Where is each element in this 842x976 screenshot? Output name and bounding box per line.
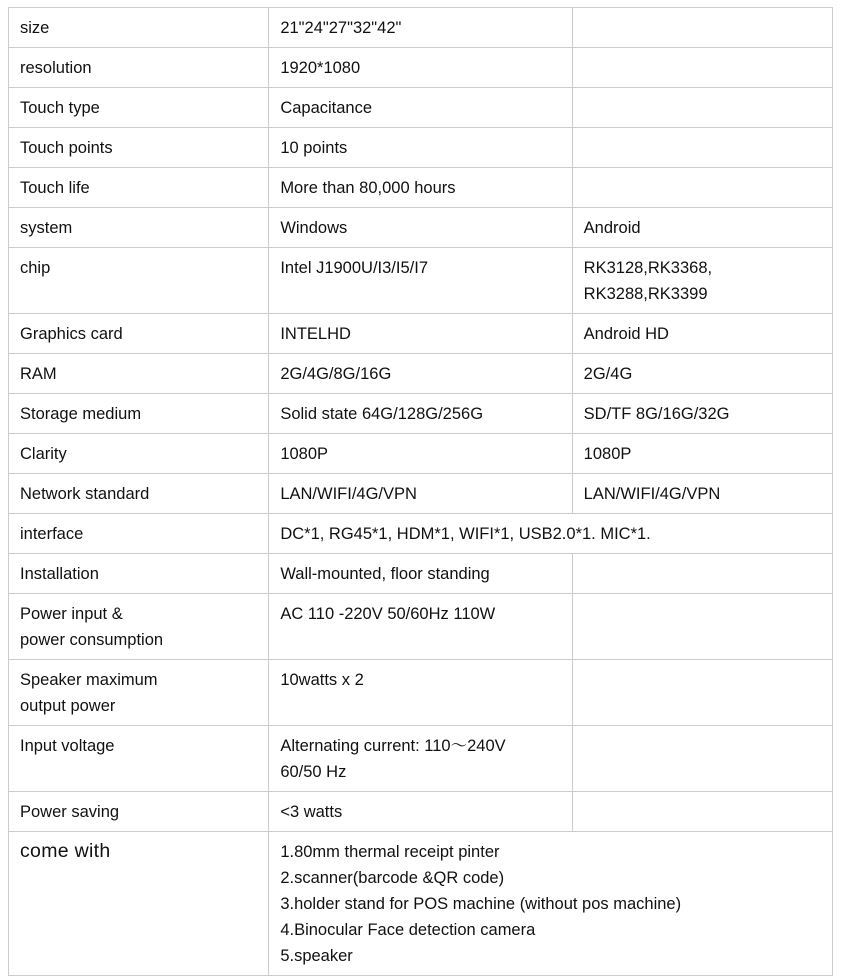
spec-windows-cell — [269, 660, 572, 726]
spec-label-cell — [9, 48, 269, 88]
spec-label-cell-line: power consumption — [20, 631, 164, 649]
spec-windows-cell-line: 21"24"27"32"42" — [280, 19, 402, 37]
table-row — [9, 554, 833, 594]
table-row — [9, 792, 833, 832]
spec-table-body — [9, 8, 833, 976]
spec-windows-cell-line: Capacitance — [280, 99, 373, 117]
spec-windows-cell — [269, 354, 572, 394]
spec-windows-cell — [269, 48, 572, 88]
spec-windows-cell-line: More than 80,000 hours — [280, 179, 456, 197]
spec-android-cell — [572, 394, 832, 434]
spec-windows-cell — [269, 208, 572, 248]
spec-label-cell-line: Input voltage — [20, 737, 115, 755]
spec-android-cell — [572, 314, 832, 354]
spec-label-cell-line: interface — [20, 525, 84, 543]
spec-android-cell-line: Android — [583, 219, 641, 237]
spec-label-cell-line: chip — [20, 259, 51, 277]
spec-android-cell — [572, 474, 832, 514]
spec-windows-cell — [269, 594, 572, 660]
spec-android-cell — [572, 726, 832, 792]
spec-windows-cell — [269, 128, 572, 168]
spec-value-cell-line: 2.scanner(barcode &QR code) — [280, 869, 505, 887]
spec-android-cell — [572, 208, 832, 248]
spec-android-cell-line: RK3128,RK3368, — [583, 259, 713, 277]
spec-label-cell — [9, 660, 269, 726]
spec-label-cell — [9, 514, 269, 554]
spec-label-cell-line: Storage medium — [20, 405, 142, 423]
spec-label-cell — [9, 168, 269, 208]
table-row — [9, 248, 833, 314]
spec-windows-cell — [269, 726, 572, 792]
spec-windows-cell-line: 2G/4G/8G/16G — [280, 365, 392, 383]
spec-label-cell-line: come with — [20, 840, 111, 862]
spec-android-cell — [572, 354, 832, 394]
spec-label-cell-line: Clarity — [20, 445, 67, 463]
table-row — [9, 168, 833, 208]
spec-android-cell — [572, 434, 832, 474]
spec-value-cell-line: 1.80mm thermal receipt pinter — [280, 843, 500, 861]
spec-windows-cell-line: Intel J1900U/I3/I5/I7 — [280, 259, 428, 277]
spec-windows-cell — [269, 248, 572, 314]
spec-windows-cell — [269, 792, 572, 832]
spec-value-cell — [269, 514, 833, 554]
table-row — [9, 48, 833, 88]
spec-windows-cell — [269, 434, 572, 474]
spec-android-cell — [572, 660, 832, 726]
spec-label-cell — [9, 792, 269, 832]
spec-label-cell — [9, 128, 269, 168]
table-row — [9, 514, 833, 554]
spec-android-cell — [572, 88, 832, 128]
spec-android-cell-line: LAN/WIFI/4G/VPN — [583, 485, 721, 503]
spec-label-cell — [9, 88, 269, 128]
spec-android-cell — [572, 248, 832, 314]
spec-windows-cell-line: Windows — [280, 219, 348, 237]
spec-label-cell — [9, 726, 269, 792]
spec-android-cell — [572, 128, 832, 168]
spec-android-cell — [572, 554, 832, 594]
spec-label-cell-line: Speaker maximum — [20, 671, 158, 689]
spec-label-cell-line: Graphics card — [20, 325, 123, 343]
table-row — [9, 314, 833, 354]
table-row — [9, 208, 833, 248]
spec-label-cell-line: Touch life — [20, 179, 90, 197]
spec-windows-cell — [269, 8, 572, 48]
spec-label-cell-line: system — [20, 219, 73, 237]
table-row — [9, 394, 833, 434]
spec-windows-cell — [269, 554, 572, 594]
spec-value-cell-line: DC*1, RG45*1, HDM*1, WIFI*1, USB2.0*1. MIC*1. — [280, 525, 651, 543]
spec-value-cell — [269, 832, 833, 976]
spec-label-cell-line: Power input & — [20, 605, 123, 623]
spec-value-cell-line: 4.Binocular Face detection camera — [280, 921, 536, 939]
spec-table — [8, 7, 833, 976]
spec-android-cell — [572, 168, 832, 208]
spec-label-cell-line: Power saving — [20, 803, 120, 821]
spec-windows-cell-line: Solid state 64G/128G/256G — [280, 405, 484, 423]
table-row — [9, 354, 833, 394]
table-row — [9, 594, 833, 660]
spec-value-cell-line: 3.holder stand for POS machine (without pos machine) — [280, 895, 682, 913]
spec-windows-cell — [269, 314, 572, 354]
spec-label-cell — [9, 474, 269, 514]
spec-windows-cell — [269, 474, 572, 514]
spec-label-cell — [9, 8, 269, 48]
spec-windows-cell-line: 10 points — [280, 139, 348, 157]
spec-label-cell — [9, 314, 269, 354]
spec-android-cell-line: SD/TF 8G/16G/32G — [583, 405, 730, 423]
spec-label-cell-line: size — [20, 19, 50, 37]
spec-android-cell — [572, 792, 832, 832]
spec-windows-cell-line: 60/50 Hz — [280, 763, 347, 781]
table-row — [9, 434, 833, 474]
spec-android-cell — [572, 594, 832, 660]
table-row — [9, 128, 833, 168]
table-row — [9, 726, 833, 792]
spec-windows-cell-line: AC 110 -220V 50/60Hz 110W — [280, 605, 496, 623]
spec-label-cell-line: resolution — [20, 59, 92, 77]
spec-windows-cell-line: LAN/WIFI/4G/VPN — [280, 485, 417, 503]
spec-android-cell — [572, 48, 832, 88]
spec-windows-cell-line: 1920*1080 — [280, 59, 361, 77]
spec-label-cell — [9, 394, 269, 434]
spec-windows-cell — [269, 168, 572, 208]
spec-value-cell-line: 5.speaker — [280, 947, 353, 965]
spec-android-cell-line: RK3288,RK3399 — [583, 285, 708, 303]
spec-label-cell — [9, 594, 269, 660]
spec-android-cell-line: Android HD — [583, 325, 669, 343]
spec-label-cell-line: Network standard — [20, 485, 150, 503]
spec-label-cell-line: Touch type — [20, 99, 100, 117]
spec-windows-cell-line: Wall-mounted, floor standing — [280, 565, 490, 583]
spec-android-cell-line: 1080P — [583, 445, 632, 463]
spec-windows-cell-line: <3 watts — [280, 803, 343, 821]
spec-label-cell-line: RAM — [20, 365, 57, 383]
spec-windows-cell — [269, 88, 572, 128]
spec-label-cell-line: Installation — [20, 565, 99, 583]
spec-label-cell-line: output power — [20, 697, 116, 715]
table-row — [9, 474, 833, 514]
spec-windows-cell-line: 10watts x 2 — [280, 671, 364, 689]
spec-android-cell — [572, 8, 832, 48]
spec-windows-cell — [269, 394, 572, 434]
table-row — [9, 832, 833, 976]
table-row — [9, 8, 833, 48]
spec-label-cell — [9, 832, 269, 976]
table-row — [9, 88, 833, 128]
spec-label-cell-line: Touch points — [20, 139, 113, 157]
spec-label-cell — [9, 554, 269, 594]
spec-windows-cell-line: Alternating current: 110～240V — [280, 737, 506, 755]
table-row — [9, 660, 833, 726]
spec-label-cell — [9, 434, 269, 474]
spec-windows-cell-line: 1080P — [280, 445, 329, 463]
spec-label-cell — [9, 354, 269, 394]
spec-label-cell — [9, 208, 269, 248]
spec-label-cell — [9, 248, 269, 314]
spec-windows-cell-line: INTELHD — [280, 325, 351, 343]
spec-android-cell-line: 2G/4G — [583, 365, 633, 383]
